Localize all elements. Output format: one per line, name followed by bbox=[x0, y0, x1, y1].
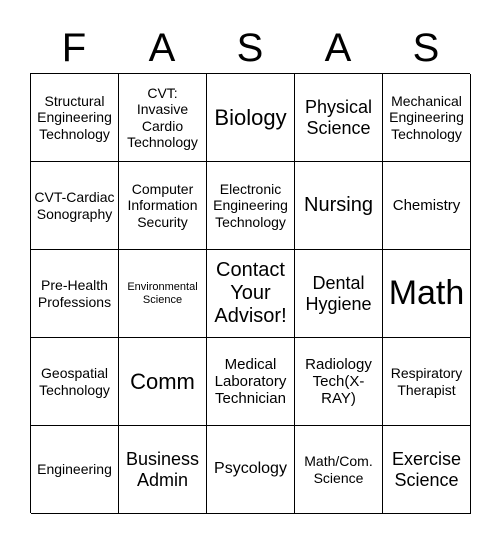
header-letter-2: A bbox=[148, 26, 176, 70]
bingo-cell[interactable]: Nursing bbox=[295, 162, 383, 250]
header-letter-1: F bbox=[61, 26, 87, 70]
bingo-cell[interactable]: Mechanical Engineering Technology bbox=[383, 74, 471, 162]
bingo-cell[interactable]: Medical Laboratory Technician bbox=[207, 338, 295, 426]
header-letter-5: S bbox=[412, 26, 440, 70]
bingo-cell[interactable]: Structural Engineering Technology bbox=[31, 74, 119, 162]
bingo-cell[interactable]: Physical Science bbox=[295, 74, 383, 162]
bingo-cell[interactable]: Dental Hygiene bbox=[295, 250, 383, 338]
header-letter-4: A bbox=[324, 26, 352, 70]
bingo-cell[interactable]: Radiology Tech(X-RAY) bbox=[295, 338, 383, 426]
bingo-cell[interactable]: Engineering bbox=[31, 426, 119, 514]
bingo-cell[interactable]: Pre-Health Professions bbox=[31, 250, 119, 338]
bingo-header bbox=[30, 22, 470, 74]
bingo-cell[interactable]: CVT-Cardiac Sonography bbox=[31, 162, 119, 250]
header-letter-3: S bbox=[236, 26, 264, 70]
bingo-cell[interactable]: Computer Information Security bbox=[119, 162, 207, 250]
bingo-cell[interactable]: Electronic Engineering Technology bbox=[207, 162, 295, 250]
bingo-cell[interactable]: Environmental Science bbox=[119, 250, 207, 338]
bingo-cell[interactable]: Respiratory Therapist bbox=[383, 338, 471, 426]
bingo-cell[interactable]: Chemistry bbox=[383, 162, 471, 250]
bingo-cell[interactable]: Geospatial Technology bbox=[31, 338, 119, 426]
bingo-cell free-space[interactable]: Contact Your Advisor! bbox=[207, 250, 295, 338]
bingo-cell[interactable]: Biology bbox=[207, 74, 295, 162]
bingo-cell[interactable]: Math bbox=[383, 250, 471, 338]
bingo-cell[interactable]: Exercise Science bbox=[383, 426, 471, 514]
bingo-cell[interactable]: Business Admin bbox=[119, 426, 207, 514]
bingo-board bbox=[30, 73, 470, 513]
bingo-cell[interactable]: Comm bbox=[119, 338, 207, 426]
bingo-cell[interactable]: Psycology bbox=[207, 426, 295, 514]
bingo-cell[interactable]: Math/Com. Science bbox=[295, 426, 383, 514]
bingo-cell[interactable]: CVT: Invasive Cardio Technology bbox=[119, 74, 207, 162]
